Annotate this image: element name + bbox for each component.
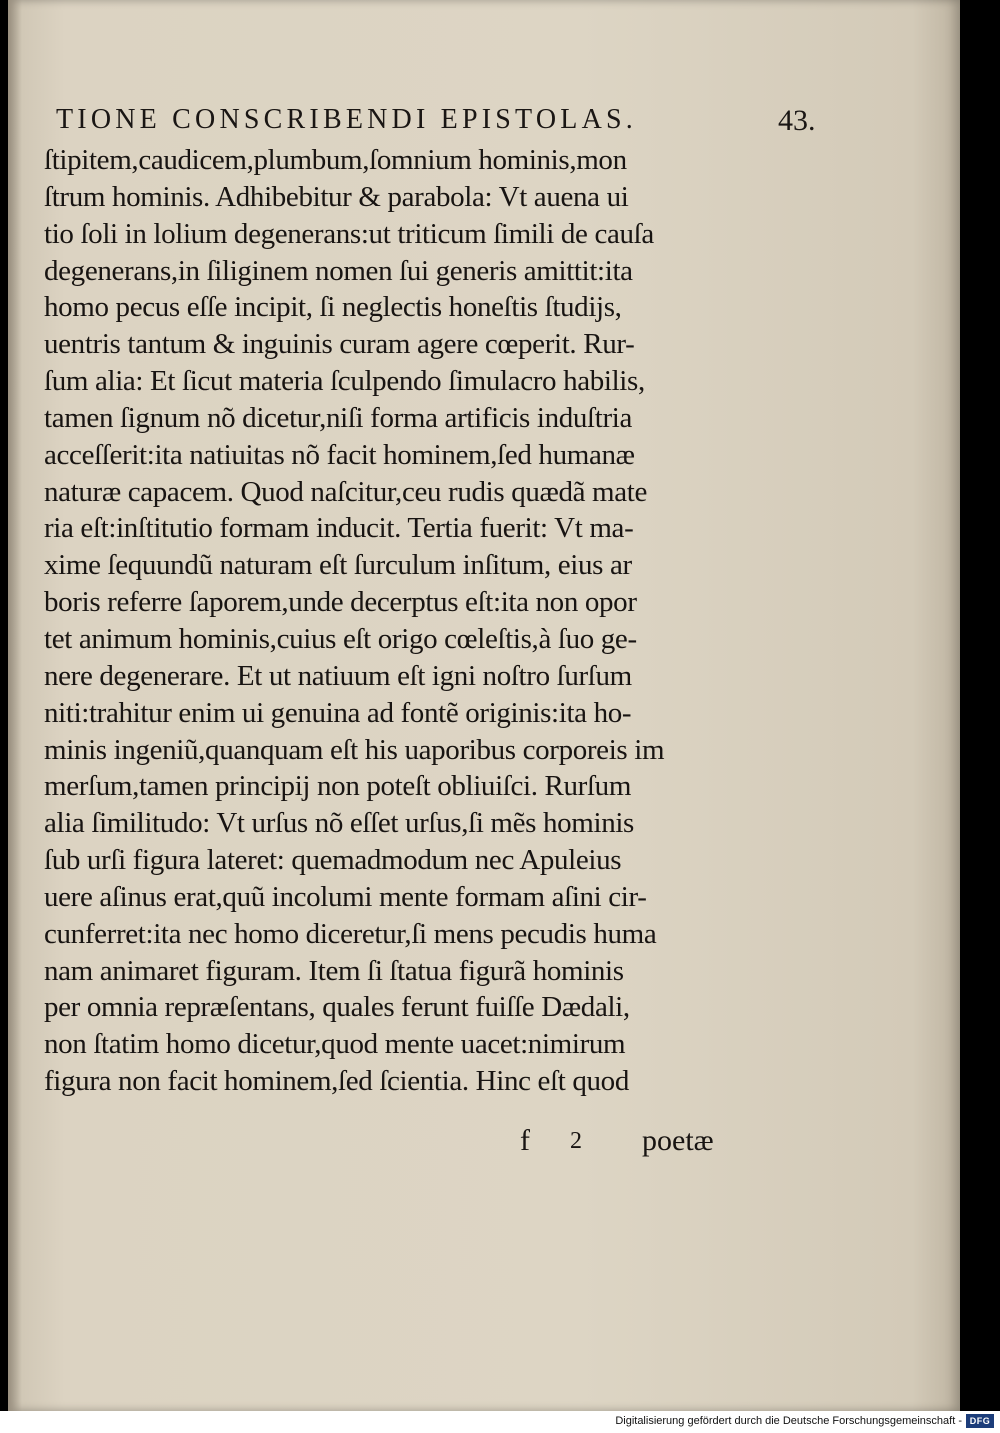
text-line: homo pecus eſſe incipit, ſi neglectis honeſtis ſtudijs,: [44, 291, 622, 324]
book-page: [8, 0, 960, 1411]
text-line: acceſſerit:ita natiuitas nõ facit hominem,ſed humanæ: [44, 438, 635, 471]
text-line: uentris tantum & inguinis curam agere cœperit. Rur-: [44, 328, 635, 361]
text-line: naturæ capacem. Quod naſcitur,ceu rudis quædã mate: [44, 475, 648, 508]
running-head: [56, 104, 896, 140]
running-head-title: TIONE CONSCRIBENDI EPISTOLAS.: [56, 104, 637, 135]
text-line: ſtipitem,caudicem,plumbum,ſomnium hominis,mon: [44, 144, 627, 176]
text-line: boris referre ſaporem,unde decerptus eſt:ita non opor: [44, 586, 637, 619]
text-line: ria eſt:inſtitutio formam inducit. Tertia fuerit: Vt ma-: [44, 512, 634, 545]
folio-number: 43.: [778, 104, 816, 137]
text-line: uere aſinus erat,quũ incolumi mente formam aſini cir-: [44, 880, 647, 913]
text-line: figura non facit hominem,ſed ſcientia. Hinc eſt quod: [44, 1065, 629, 1098]
text-line: tamen ſignum nõ dicetur,niſi forma artificis induſtria: [44, 401, 632, 434]
text-line: minis ingeniũ,quanquam eſt his uaporibus corporeis im: [44, 733, 665, 766]
signature-number: 2: [570, 1128, 582, 1154]
catchword: poetæ: [642, 1124, 714, 1157]
text-line: non ſtatim homo dicetur,quod mente uacet:nimirum: [44, 1028, 626, 1061]
funding-credit: Digitalisierung gefördert durch die Deutsche Forschungsgemeinschaft -: [615, 1415, 962, 1427]
text-line: alia ſimilitudo: Vt urſus nõ eſſet urſus,ſi mẽs hominis: [44, 807, 634, 840]
text-line: cunferret:ita nec homo diceretur,ſi mens pecudis huma: [44, 917, 657, 950]
text-line: xime ſequundũ naturam eſt ſurculum inſitum, eius ar: [44, 549, 632, 582]
text-line: ſtrum hominis. Adhibebitur & parabola: Vt auena ui: [44, 180, 629, 213]
text-line: nere degenerare. Et ut natiuum eſt igni noſtro ſurſum: [44, 659, 632, 692]
text-line: niti:trahitur enim ui genuina ad fontẽ originis:ita ho-: [44, 696, 632, 729]
signature-mark: f: [520, 1124, 530, 1157]
dfg-logo: DFG: [966, 1414, 994, 1428]
text-line: ſum alia: Et ſicut materia ſculpendo ſimulacro habilis,: [44, 365, 645, 398]
text-line: merſum,tamen principij non poteſt obliuiſci. Rurſum: [44, 770, 632, 803]
text-line: tio ſoli in lolium degenerans:ut triticum ſimili de cauſa: [44, 217, 654, 250]
text-line: tet animum hominis,cuius eſt origo cœleſtis,à ſuo ge-: [44, 622, 637, 655]
text-line: nam animaret figuram. Item ſi ſtatua figurã hominis: [44, 954, 624, 987]
text-line: ſub urſi figura lateret: quemadmodum nec Apuleius: [44, 844, 622, 877]
body-text: [44, 142, 744, 1100]
page-gutter-shadow: [8, 0, 22, 1411]
text-line: degenerans,in ſiliginem nomen ſui generis amittit:ita: [44, 254, 633, 287]
text-line: per omnia repræſentans, quales ferunt fuiſſe Dædali,: [44, 991, 630, 1024]
